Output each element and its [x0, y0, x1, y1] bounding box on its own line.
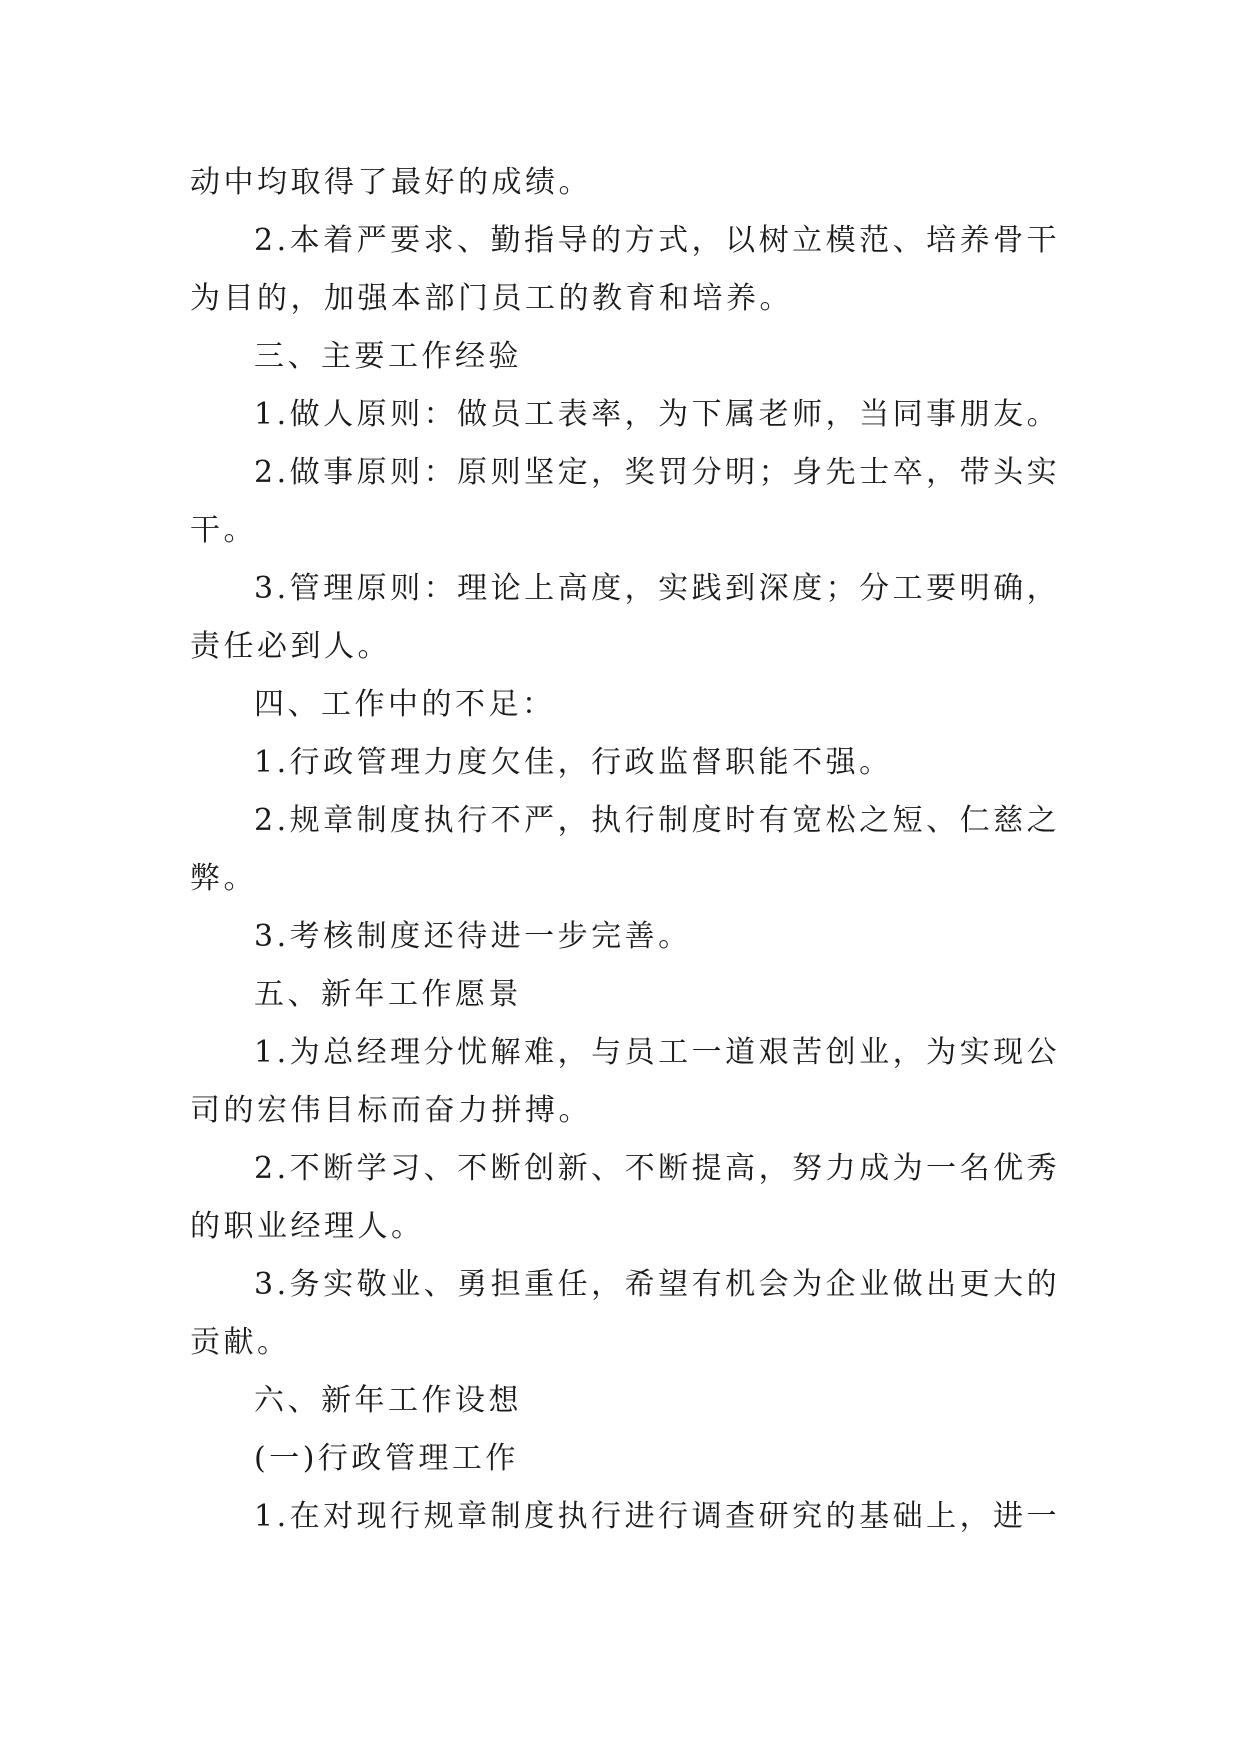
text-line: 3.务实敬业、勇担重任，希望有机会为企业做出更大的: [254, 1267, 1061, 1302]
document-body: [190, 154, 1070, 1546]
text-line: 责任必到人。: [190, 629, 391, 664]
text-line: 为目的，加强本部门员工的教育和培养。: [190, 281, 793, 316]
text-line: 司的宏伟目标而奋力拼搏。: [190, 1093, 592, 1128]
text-line: 1.为总经理分忧解难，与员工一道艰苦创业，为实现公: [254, 1035, 1061, 1070]
subsection-heading: (一)行政管理工作: [254, 1441, 519, 1476]
text-line: 弊。: [190, 861, 257, 896]
text-line: 动中均取得了最好的成绩。: [190, 165, 592, 200]
text-line: 1.做人原则：做员工表率，为下属老师，当同事朋友。: [254, 397, 1061, 432]
text-line: 2.规章制度执行不严，执行制度时有宽松之短、仁慈之: [254, 803, 1061, 838]
text-line: 1.在对现行规章制度执行进行调查研究的基础上，进一: [254, 1499, 1061, 1534]
section-heading: 六、新年工作设想: [254, 1383, 522, 1418]
text-line: 2.不断学习、不断创新、不断提高，努力成为一名优秀: [254, 1151, 1061, 1186]
section-heading: 三、主要工作经验: [254, 339, 522, 374]
text-line: 3.管理原则：理论上高度，实践到深度；分工要明确，: [254, 571, 1061, 606]
text-line: 2.做事原则：原则坚定，奖罚分明；身先士卒，带头实: [254, 455, 1061, 490]
text-line: 贡献。: [190, 1325, 291, 1360]
text-line: 3.考核制度还待进一步完善。: [254, 919, 692, 954]
text-line: 2.本着严要求、勤指导的方式，以树立模范、培养骨干: [254, 223, 1061, 258]
section-heading: 四、工作中的不足：: [254, 687, 556, 722]
text-line: 的职业经理人。: [190, 1209, 425, 1244]
text-line: 干。: [190, 513, 257, 548]
section-heading: 五、新年工作愿景: [254, 977, 522, 1012]
text-line: 1.行政管理力度欠佳，行政监督职能不强。: [254, 745, 893, 780]
